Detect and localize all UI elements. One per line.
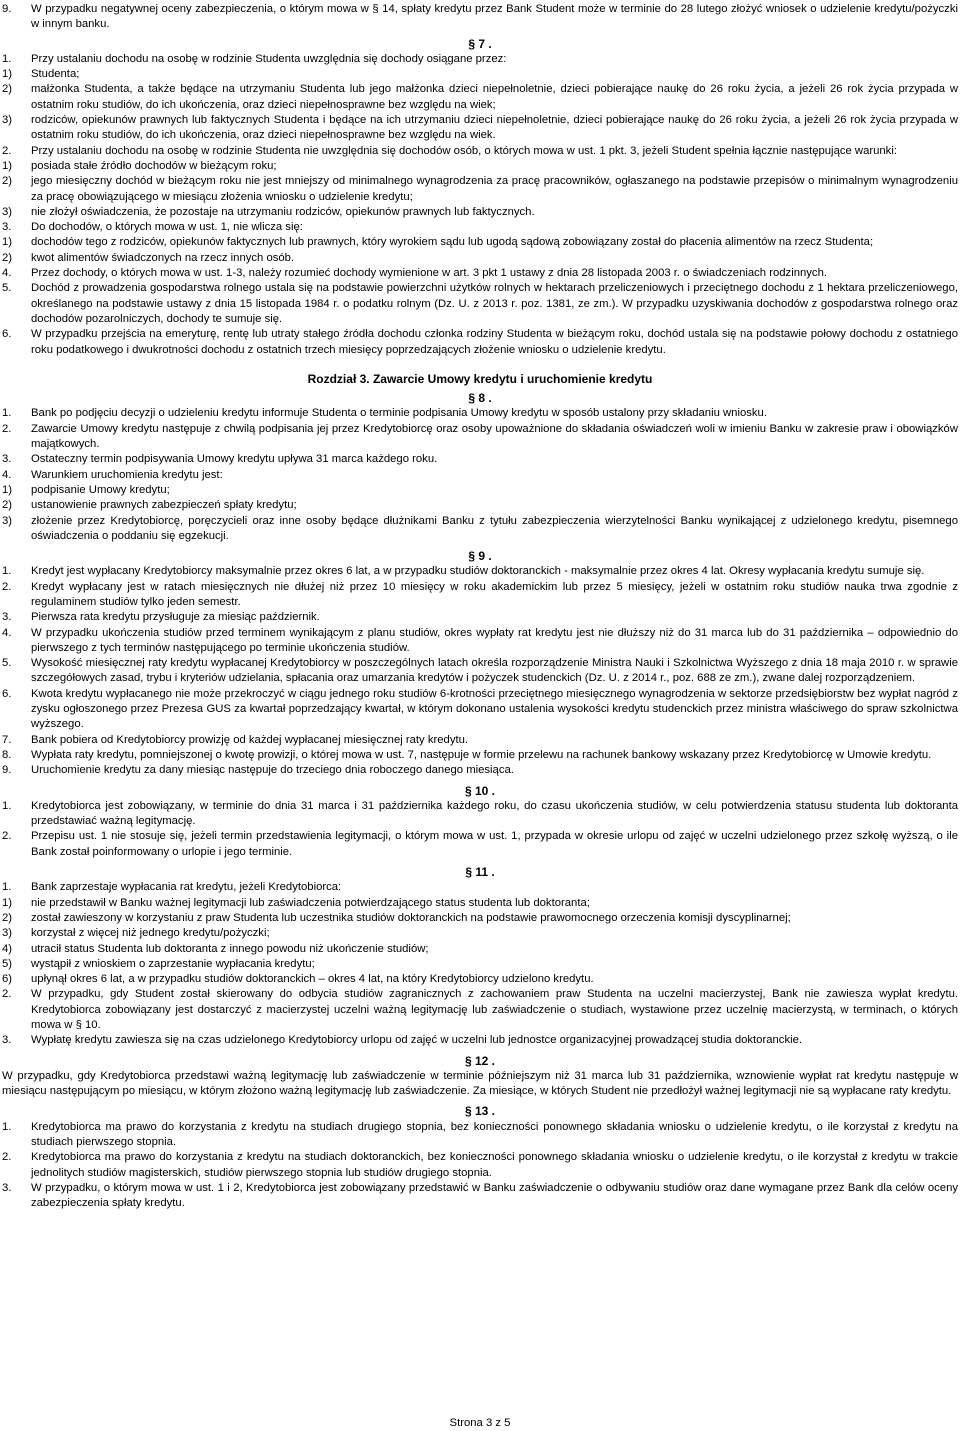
sub-item-text: wystąpił z wnioskiem o zaprzestanie wypłacania kredytu;: [31, 957, 315, 970]
item-number: 2.: [2, 1151, 12, 1164]
item-number: 4.: [2, 468, 12, 481]
sub-item: [2, 251, 958, 266]
numbered-item: [2, 987, 958, 1033]
section-heading: § 7 .: [468, 36, 492, 51]
item-text: W przypadku, gdy Student został skierowany do odbycia studiów zagranicznych z zachowaniem praw Studenta na uczelni macierzystej, Bank nie zawiesza wypłat kredytu. Kredytobiorca zobowiązany jest dostarczyć z macierzystej uczelni ważną legitymację lub zaświadczenie o studiach, wystawione przez uczelnię macierzystą, w terminach, o których mowa w § 10.: [31, 988, 958, 1031]
item-text: Zawarcie Umowy kredytu następuje z chwilą podpisania jej przez Kredytobiorcę oraz osoby upoważnione do składania oświadczeń woli w imieniu Banku w zakresie praw i obowiązków majątkowych.: [31, 422, 958, 451]
paragraph-text: W przypadku, gdy Kredytobiorca przedstawi ważną legitymację lub zaświadczenie w terminie późniejszym niż 31 marca lub 31 października, wznowienie wypłat rat kredytu następuje w miesiącu następującym po miesiącu, w którym złożono ważną legitymację lub zaświadczenie. Za miesiące, w których Student nie przedłożył ważnej legitymacji nie są wypłacane raty kredytu.: [2, 1069, 958, 1098]
numbered-item: [2, 468, 958, 483]
item-number: 5.: [2, 282, 12, 295]
numbered-item: [2, 422, 958, 453]
item-number: 1.: [2, 407, 12, 420]
item-number: 1.: [2, 799, 12, 812]
sub-item-text: nie przedstawił w Banku ważnej legitymacji lub zaświadczenia potwierdzającego status studenta lub doktoranta;: [31, 896, 590, 909]
numbered-item: [2, 829, 958, 860]
sub-item-number: 1): [2, 68, 13, 81]
sub-item-number: 1): [2, 236, 13, 249]
numbered-item: [2, 799, 958, 830]
sub-item-text: ustanowienie prawnych zabezpieczeń spłaty kredytu;: [31, 499, 297, 512]
item-text: W przypadku, o którym mowa w ust. 1 i 2, Kredytobiorca jest zobowiązany przedstawić w Banku zaświadczenie o odbywaniu studiów oraz dane wymagane przez Bank dla celów oceny zabezpieczenia spłaty kredytu.: [31, 1181, 958, 1210]
sub-item-text: złożenie przez Kredytobiorcę, poręczycieli oraz inne osoby będące dłużnikami Banku z tytułu zabezpieczenia wierzytelności Banku wynikającej z udzielonego kredytu, pisemnego oświadczenia o poddaniu się egzekucji.: [31, 514, 958, 542]
numbered-item: [2, 1120, 958, 1151]
numbered-item: [2, 266, 958, 281]
item-number: 2.: [2, 144, 12, 157]
numbered-item: [2, 880, 958, 895]
sub-item-text: korzystał z więcej niż jednego kredytu/pożyczki;: [31, 927, 270, 940]
numbered-item: [2, 144, 958, 159]
numbered-item: [2, 626, 958, 657]
section-heading: § 13 .: [464, 1104, 496, 1119]
sub-item-number: 6): [2, 973, 13, 986]
sub-item-text: małżonka Studenta, a także będące na utrzymaniu Studenta lub jego małżonka dzieci niepełnoletnie, dzieci pobierające naukę do 26 roku życia, a jeżeli 26 rok życia przypada w ostatnim roku studiów, do ich ukończenia, oraz dzieci niepełnosprawne bez względu na wiek;: [31, 83, 958, 111]
sub-item-number: 1): [2, 896, 13, 909]
numbered-item: [2, 2, 958, 33]
numbered-item: [2, 52, 958, 67]
sub-item-text: rodziców, opiekunów prawnych lub faktycznych Studenta i będące na ich utrzymaniu dzieci niepełnoletnie, dzieci pobierające naukę do 26 roku życia, a jeżeli 26 rok życia przypada w ostatnim roku studiów, do ich ukończenia, oraz dzieci niepełnosprawne bez względu na wiek.: [31, 114, 958, 142]
sub-item: [2, 972, 958, 987]
item-text: Przy ustalaniu dochodu na osobę w rodzinie Studenta nie uwzględnia się dochodów osób, o których mowa w ust. 1 pkt. 3, jeżeli Student spełnia łącznie następujące warunki:: [31, 144, 897, 157]
item-text: Kredyt wypłacany jest w ratach miesięcznych nie dłużej niż przez 10 miesięcy w roku akademickim lub przez 5 miesięcy, jeżeli w ostatnim roku studiów nauka trwa zgodnie z regulaminem studiów tylko jeden semestr.: [31, 580, 958, 608]
document-body: [2, 2, 958, 1212]
item-number: 6.: [2, 687, 12, 700]
sub-item-text: nie złożył oświadczenia, że pozostaje na utrzymaniu rodziców, opiekunów prawnych lub faktycznych.: [31, 205, 535, 218]
item-number: 2.: [2, 580, 12, 593]
sub-item-number: 4): [2, 942, 13, 955]
spacer: [2, 358, 958, 372]
item-number: 1.: [2, 52, 12, 65]
item-text: Uruchomienie kredytu za dany miesiąc następuje do trzeciego dnia roboczego danego miesiąca.: [31, 764, 514, 777]
item-number: 8.: [2, 748, 12, 761]
item-number: 4.: [2, 626, 12, 639]
sub-item-text: utracił status Studenta lub doktoranta z innego powodu niż ukończenie studiów;: [31, 942, 429, 955]
sub-item: [2, 174, 958, 205]
item-number: 1.: [2, 1120, 12, 1133]
item-number: 6.: [2, 328, 12, 341]
item-number: 3.: [2, 611, 12, 624]
sub-item-number: 5): [2, 957, 13, 970]
numbered-item: [2, 733, 958, 748]
item-text: Warunkiem uruchomienia kredytu jest:: [31, 468, 223, 481]
sub-item: [2, 957, 958, 972]
sub-item: [2, 498, 958, 513]
item-number: 2.: [2, 830, 12, 843]
item-number: 2.: [2, 988, 12, 1001]
section-heading: § 8 .: [468, 391, 492, 406]
sub-item-text: jego miesięczny dochód w bieżącym roku nie jest mniejszy od minimalnego wynagrodzenia za pracę pracowników, ogłaszanego na podstawie przepisów o minimalnym wynagrodzeniu za pracę obowiązującego w miesiącu złożenia wniosku o udzielenie kredytu;: [31, 175, 958, 203]
item-text: W przypadku negatywnej oceny zabezpieczenia, o którym mowa w § 14, spłaty kredytu przez Bank Student może w terminie do 28 lutego złożyć wniosek o udzielenie kredytu/pożyczki w innym banku.: [31, 3, 958, 31]
sub-item-text: został zawieszony w korzystaniu z praw Studenta lub uczestnika studiów doktoranckich na podstawie prawomocnego orzeczenia komisji dyscyplinarnej;: [31, 911, 791, 924]
section-heading: § 9 .: [468, 549, 492, 564]
item-text: Do dochodów, o których mowa w ust. 1, nie wlicza się:: [31, 221, 303, 234]
numbered-item: [2, 220, 958, 235]
item-text: Bank po podjęciu decyzji o udzieleniu kredytu informuje Studenta o terminie podpisania Umowy kredytu w sposób ustalony przy składaniu wniosku.: [31, 407, 767, 420]
sub-item: [2, 67, 958, 82]
section-heading: § 11 .: [465, 865, 495, 880]
sub-item: [2, 483, 958, 498]
item-number: 5.: [2, 657, 12, 670]
numbered-item: [2, 1150, 958, 1181]
sub-item-text: dochodów tego z rodziców, opiekunów faktycznych lub prawnych, który wyrokiem sądu lub ugodą sądową zobowiązany został do płacenia alimentów na rzecz Studenta;: [31, 236, 874, 249]
item-number: 2.: [2, 422, 12, 435]
numbered-item: [2, 564, 958, 579]
item-text: Kwota kredytu wypłacanego nie może przekroczyć w ciągu jednego roku studiów 6-krotności przeciętnego miesięcznego wynagrodzenia w sektorze przedsiębiorstw bez wypłat nagród z zysku ogłoszonego przez Prezesa GUS za kwartał poprzedzający kwartał, w którym dokonano ustalenia wysokości kredytu studenckich przez ministra właściwego do spraw szkolnictwa wyższego.: [31, 687, 958, 731]
section-heading: § 12 .: [464, 1053, 496, 1068]
sub-item-text: podpisanie Umowy kredytu;: [31, 483, 170, 496]
sub-item: [2, 235, 958, 250]
numbered-item: [2, 610, 958, 625]
item-text: Pierwsza rata kredytu przysługuje za miesiąc październik.: [31, 611, 320, 624]
section-heading: § 10 .: [464, 783, 496, 798]
item-number: 3.: [2, 453, 12, 466]
item-text: Dochód z prowadzenia gospodarstwa rolnego ustala się na podstawie powierzchni użytków rolnych w hektarach przeliczeniowych i przeciętnego dochodu z 1 hektara przeliczeniowego, określanego na podstawie ustawy z dnia 15 listopada 1984 r. o podatku rolnym (Dz. U. z 2013 r. poz. 1381, ze zm.). W przypadku uzyskiwania dochodów z gospodarstwa rolnego oraz dochodów pozarolniczych, dochody te sumuje się.: [31, 282, 958, 325]
item-text: Bank zaprzestaje wypłacania rat kredytu, jeżeli Kredytobiorca:: [31, 881, 342, 894]
sub-item-number: 2): [2, 911, 13, 924]
item-text: Kredytobiorca ma prawo do korzystania z kredytu na studiach doktoranckich, bez konieczności ponownego składania wniosku o udzielenie kredytu, o ile korzystał z kredytu w trakcie jednolitych studiów magisterskich, studiów pierwszego stopnia lub studiów drugiego stopnia.: [31, 1151, 958, 1179]
numbered-item: [2, 1033, 958, 1048]
sub-item-number: 2): [2, 175, 13, 188]
item-text: Przepisu ust. 1 nie stosuje się, jeżeli termin przedstawienia legitymacji, o którym mowa w ust. 1, przypada w okresie urlopu od zajęć w uczelni udzielonego przez szkołę wyższą, o ile Bank został poinformowany o urlopie i jego terminie.: [31, 830, 958, 858]
item-text: Kredytobiorca ma prawo do korzystania z kredytu na studiach drugiego stopnia, bez konieczności ponownego składania wniosku o udzielenie kredytu, o ile korzystał z kredytu na studiach pierwszego stopnia.: [31, 1120, 958, 1149]
numbered-item: [2, 656, 958, 687]
sub-item: [2, 896, 958, 911]
sub-item-text: upłynął okres 6 lat, a w przypadku studiów doktoranckich – okres 4 lat, na który Kredytobiorcy udzielono kredytu.: [31, 973, 594, 986]
item-text: Wypłata raty kredytu, pomniejszonej o kwotę prowizji, o której mowa w ust. 7, następuje w formie przelewu na rachunek bankowy wskazany przez Kredytobiorcę w Umowie kredytu.: [31, 748, 932, 761]
sub-item: [2, 205, 958, 220]
item-text: W przypadku przejścia na emeryturę, rentę lub utraty stałego źródła dochodu członka rodziny Studenta w bieżącym roku, dochód ustala się na podstawie połowy dochodu z ostatniego roku podatkowego i dwukrotności dochodu z ostatnich trzech miesięcy poprzedzających złożenie wniosku o udzielenie kredytu.: [31, 328, 958, 356]
sub-item-number: 3): [2, 927, 13, 940]
numbered-item: [2, 452, 958, 467]
numbered-item: [2, 687, 958, 733]
sub-item-number: 3): [2, 514, 13, 527]
sub-item: [2, 113, 958, 144]
sub-item-text: Studenta;: [31, 68, 80, 81]
sub-item-text: kwot alimentów świadczonych na rzecz innych osób.: [31, 251, 295, 264]
item-number: 3.: [2, 1181, 12, 1194]
item-text: Przy ustalaniu dochodu na osobę w rodzinie Studenta uwzględnia się dochody osiągane przez:: [31, 52, 507, 65]
sub-item: [2, 82, 958, 113]
item-text: Wysokość miesięcznej raty kredytu wypłacanej Kredytobiorcy w poszczególnych latach określa rozporządzenie Ministra Nauki i Szkolnictwa Wyższego z dnia 18 maja 2010 r. w sprawie szczegółowych zasad, trybu i kryteriów udzielania, spłacania oraz umarzania kredytów i pożyczek studenckich (Dz. U. z 2014 r., poz. 688 ze zm.), zwane dalej rozporządzeniem.: [31, 657, 958, 685]
chapter-heading: Rozdział 3. Zawarcie Umowy kredytu i uruchomienie kredytu: [307, 371, 653, 386]
sub-item: [2, 911, 958, 926]
numbered-item: [2, 748, 958, 763]
item-text: W przypadku ukończenia studiów przed terminem wynikającym z planu studiów, okres wypłaty rat kredytu jest nie dłuższy niż do 31 marca lub do 31 października – odpowiednio do pierwszego z tych terminów następującego po terminie ukończenia studiów.: [31, 626, 958, 654]
item-number: 7.: [2, 733, 12, 746]
numbered-item: [2, 763, 958, 778]
item-text: Kredyt jest wypłacany Kredytobiorcy maksymalnie przez okres 6 lat, a w przypadku studiów doktoranckich - maksymalnie przez okres 4 lat. Okresy wypłacania kredytu sumuje się.: [31, 565, 925, 578]
item-text: Bank pobiera od Kredytobiorcy prowizję od każdej wypłacanej miesięcznej raty kredytu.: [31, 733, 469, 746]
sub-item-number: 2): [2, 499, 13, 512]
page-footer: Strona 3 z 5: [449, 1417, 511, 1429]
sub-item-number: 2): [2, 83, 13, 96]
numbered-item: [2, 580, 958, 611]
item-number: 1.: [2, 881, 12, 894]
sub-item-number: 3): [2, 114, 13, 127]
numbered-item: [2, 281, 958, 327]
sub-item: [2, 942, 958, 957]
sub-item: [2, 514, 958, 545]
sub-item-number: 3): [2, 205, 13, 218]
item-text: Przez dochody, o których mowa w ust. 1-3, należy rozumieć dochody wymienione w art. 3 pkt 1 ustawy z dnia 28 listopada 2003 r. o świadczeniach rodzinnych.: [31, 267, 827, 280]
item-number: 3.: [2, 221, 12, 234]
item-text: Ostateczny termin podpisywania Umowy kredytu upływa 31 marca każdego roku.: [31, 453, 438, 466]
sub-item: [2, 926, 958, 941]
sub-item-number: 2): [2, 251, 13, 264]
item-number: 4.: [2, 267, 12, 280]
numbered-item: [2, 1181, 958, 1212]
item-number: 9.: [2, 764, 12, 777]
sub-item-text: posiada stałe źródło dochodów w bieżącym roku;: [31, 159, 277, 172]
item-number: 3.: [2, 1034, 12, 1047]
sub-item-number: 1): [2, 159, 13, 172]
numbered-item: [2, 327, 958, 358]
sub-item: [2, 159, 958, 174]
item-number: 1.: [2, 565, 12, 578]
numbered-item: [2, 406, 958, 421]
item-text: Wypłatę kredytu zawiesza się na czas udzielonego Kredytobiorcy urlopu od zajęć w uczelni lub jednostce organizacyjnej prowadzącej studia doktoranckie.: [31, 1034, 803, 1047]
sub-item-number: 1): [2, 483, 13, 496]
item-number: 9.: [2, 3, 12, 15]
item-text: Kredytobiorca jest zobowiązany, w terminie do dnia 31 marca i 31 października każdego roku, do czasu ukończenia studiów, w celu potwierdzenia statusu studenta lub doktoranta przedstawiać ważną legitymację.: [31, 799, 958, 828]
